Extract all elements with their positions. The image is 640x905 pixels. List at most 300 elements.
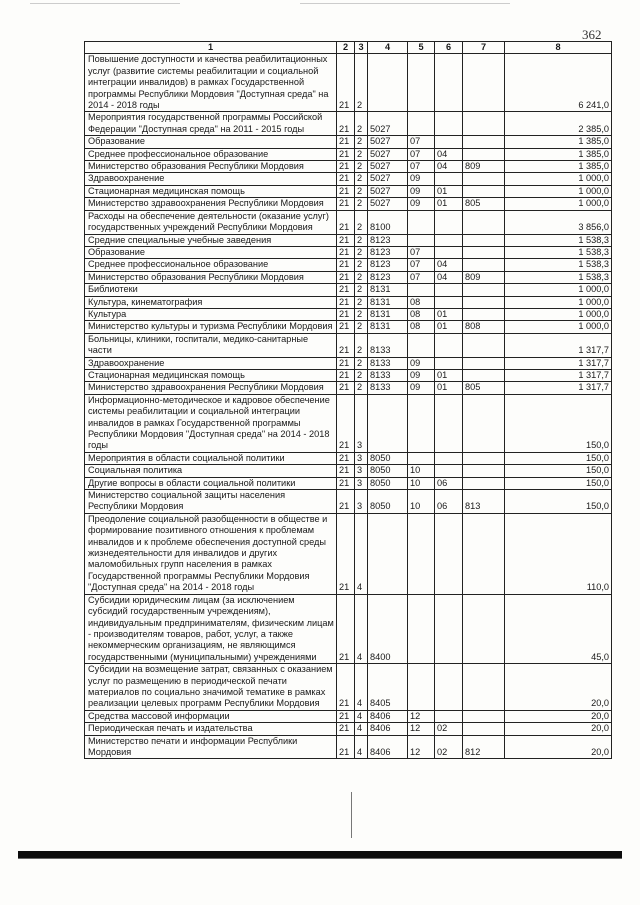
row-name-cell: Субсидии на возмещение затрат, связанных с оказанием услуг по размещению в периодической печати материалов по социально значимой тематике в рамках реализации целевых программ Республики Мордовия xyxy=(85,664,337,711)
row-subcode-cell: 3 xyxy=(355,394,368,452)
row-subsection-cell: 01 xyxy=(435,185,463,197)
row-amount-cell: 1 000,0 xyxy=(505,173,612,185)
table-row xyxy=(85,333,612,357)
row-ministry-cell: 805 xyxy=(463,382,505,394)
table-row xyxy=(85,271,612,283)
row-amount-cell: 1 000,0 xyxy=(505,198,612,210)
row-target-cell: 8131 xyxy=(368,296,408,308)
row-name-cell: Министерство здравоохранения Республики Мордовия xyxy=(85,382,337,394)
row-target-cell: 5027 xyxy=(368,112,408,136)
table-row xyxy=(85,198,612,210)
row-subcode-cell: 2 xyxy=(355,308,368,320)
row-subcode-cell: 2 xyxy=(355,357,368,369)
row-name-cell: Больницы, клиники, госпитали, медико-санитарные части xyxy=(85,333,337,357)
row-subsection-cell xyxy=(435,284,463,296)
row-amount-cell: 1 000,0 xyxy=(505,308,612,320)
row-code-cell: 21 xyxy=(337,296,355,308)
row-code-cell: 21 xyxy=(337,308,355,320)
row-section-cell: 09 xyxy=(408,173,435,185)
table-header-row xyxy=(85,42,612,54)
table-row xyxy=(85,161,612,173)
row-subcode-cell: 3 xyxy=(355,490,368,514)
row-amount-cell: 150,0 xyxy=(505,465,612,477)
row-ministry-cell xyxy=(463,452,505,464)
row-code-cell: 21 xyxy=(337,735,355,759)
row-subcode-cell: 2 xyxy=(355,333,368,357)
row-code-cell: 21 xyxy=(337,394,355,452)
row-target-cell: 8123 xyxy=(368,234,408,246)
row-amount-cell: 150,0 xyxy=(505,477,612,489)
row-section-cell: 09 xyxy=(408,185,435,197)
row-subcode-cell: 2 xyxy=(355,112,368,136)
table-row xyxy=(85,452,612,464)
row-code-cell: 21 xyxy=(337,465,355,477)
row-amount-cell: 6 241,0 xyxy=(505,54,612,112)
row-name-cell: Культура xyxy=(85,308,337,320)
table-row xyxy=(85,112,612,136)
row-section-cell xyxy=(408,333,435,357)
row-subcode-cell: 2 xyxy=(355,259,368,271)
table-row xyxy=(85,594,612,663)
row-section-cell: 07 xyxy=(408,259,435,271)
row-ministry-cell xyxy=(463,594,505,663)
row-target-cell: 8123 xyxy=(368,271,408,283)
row-name-cell: Здравоохранение xyxy=(85,357,337,369)
row-subsection-cell: 01 xyxy=(435,382,463,394)
row-target-cell: 8133 xyxy=(368,382,408,394)
row-ministry-cell: 812 xyxy=(463,735,505,759)
row-amount-cell: 110,0 xyxy=(505,513,612,594)
scan-bottom-edge-thin xyxy=(18,858,622,859)
row-code-cell: 21 xyxy=(337,513,355,594)
row-ministry-cell xyxy=(463,148,505,160)
row-amount-cell: 1 317,7 xyxy=(505,333,612,357)
row-subcode-cell: 2 xyxy=(355,246,368,258)
table-row xyxy=(85,710,612,722)
table-row xyxy=(85,234,612,246)
row-ministry-cell xyxy=(463,284,505,296)
row-target-cell: 5027 xyxy=(368,148,408,160)
row-subcode-cell: 3 xyxy=(355,452,368,464)
row-target-cell: 8133 xyxy=(368,333,408,357)
row-amount-cell: 20,0 xyxy=(505,710,612,722)
row-subcode-cell: 3 xyxy=(355,465,368,477)
table-row xyxy=(85,296,612,308)
row-section-cell: 07 xyxy=(408,148,435,160)
row-ministry-cell: 809 xyxy=(463,161,505,173)
row-subcode-cell: 4 xyxy=(355,594,368,663)
row-subcode-cell: 4 xyxy=(355,723,368,735)
row-name-cell: Библиотеки xyxy=(85,284,337,296)
row-subsection-cell xyxy=(435,710,463,722)
row-ministry-cell: 805 xyxy=(463,198,505,210)
row-ministry-cell xyxy=(463,357,505,369)
row-name-cell: Расходы на обеспечение деятельности (оказание услуг) государственных учреждений Республики Мордовия xyxy=(85,210,337,234)
row-subcode-cell: 4 xyxy=(355,710,368,722)
row-subcode-cell: 2 xyxy=(355,234,368,246)
row-target-cell: 8050 xyxy=(368,452,408,464)
column-header: 6 xyxy=(435,42,463,54)
row-code-cell: 21 xyxy=(337,664,355,711)
row-name-cell: Средние специальные учебные заведения xyxy=(85,234,337,246)
row-name-cell: Информационно-методическое и кадровое обеспечение системы реабилитации и социальной интеграции инвалидов в рамках Государственной программы Республики Мордовия "Доступная среда" на 2014 - 2018 годы xyxy=(85,394,337,452)
row-ministry-cell xyxy=(463,333,505,357)
row-subsection-cell xyxy=(435,333,463,357)
row-subcode-cell: 2 xyxy=(355,173,368,185)
row-code-cell: 21 xyxy=(337,54,355,112)
row-code-cell: 21 xyxy=(337,198,355,210)
row-target-cell: 8133 xyxy=(368,369,408,381)
table-row xyxy=(85,382,612,394)
row-subsection-cell xyxy=(435,394,463,452)
table-row xyxy=(85,148,612,160)
row-section-cell: 12 xyxy=(408,710,435,722)
row-subsection-cell xyxy=(435,664,463,711)
row-subcode-cell: 2 xyxy=(355,185,368,197)
row-subsection-cell: 01 xyxy=(435,308,463,320)
table-row xyxy=(85,357,612,369)
row-ministry-cell xyxy=(463,308,505,320)
row-name-cell: Средства массовой информации xyxy=(85,710,337,722)
row-target-cell: 8100 xyxy=(368,210,408,234)
row-section-cell: 10 xyxy=(408,477,435,489)
table-row xyxy=(85,259,612,271)
row-target-cell: 8405 xyxy=(368,664,408,711)
row-amount-cell: 1 000,0 xyxy=(505,321,612,333)
table-row xyxy=(85,308,612,320)
row-subcode-cell: 3 xyxy=(355,477,368,489)
row-target-cell: 8400 xyxy=(368,594,408,663)
scan-edge-top-left xyxy=(30,3,180,4)
row-ministry-cell xyxy=(463,723,505,735)
row-ministry-cell xyxy=(463,369,505,381)
row-target-cell: 8050 xyxy=(368,490,408,514)
row-target-cell xyxy=(368,54,408,112)
row-subsection-cell xyxy=(435,465,463,477)
column-header: 5 xyxy=(408,42,435,54)
row-target-cell: 5027 xyxy=(368,185,408,197)
row-subcode-cell: 4 xyxy=(355,735,368,759)
row-section-cell: 09 xyxy=(408,369,435,381)
row-subcode-cell: 2 xyxy=(355,54,368,112)
row-section-cell xyxy=(408,452,435,464)
table-row xyxy=(85,490,612,514)
row-name-cell: Министерство социальной защиты населения Республики Мордовия xyxy=(85,490,337,514)
row-code-cell: 21 xyxy=(337,321,355,333)
row-target-cell: 8131 xyxy=(368,321,408,333)
row-amount-cell: 20,0 xyxy=(505,735,612,759)
row-section-cell: 07 xyxy=(408,161,435,173)
row-target-cell: 5027 xyxy=(368,198,408,210)
row-amount-cell: 150,0 xyxy=(505,490,612,514)
row-subsection-cell: 04 xyxy=(435,259,463,271)
row-ministry-cell xyxy=(463,664,505,711)
row-section-cell: 07 xyxy=(408,271,435,283)
row-section-cell xyxy=(408,284,435,296)
row-amount-cell: 20,0 xyxy=(505,723,612,735)
row-section-cell xyxy=(408,234,435,246)
row-name-cell: Министерство образования Республики Мордовия xyxy=(85,271,337,283)
row-name-cell: Мероприятия государственной программы Российской Федерации "Доступная среда" на 2011 - 2015 годы xyxy=(85,112,337,136)
row-amount-cell: 1 538,3 xyxy=(505,259,612,271)
row-section-cell: 12 xyxy=(408,723,435,735)
row-target-cell xyxy=(368,513,408,594)
row-subcode-cell: 4 xyxy=(355,513,368,594)
row-subsection-cell xyxy=(435,54,463,112)
table-row xyxy=(85,477,612,489)
row-target-cell: 5027 xyxy=(368,136,408,148)
row-code-cell: 21 xyxy=(337,333,355,357)
row-amount-cell: 1 538,3 xyxy=(505,246,612,258)
row-section-cell: 09 xyxy=(408,198,435,210)
column-header: 7 xyxy=(463,42,505,54)
row-code-cell: 21 xyxy=(337,369,355,381)
row-target-cell: 8406 xyxy=(368,735,408,759)
row-subsection-cell xyxy=(435,210,463,234)
row-ministry-cell xyxy=(463,185,505,197)
row-name-cell: Стационарная медицинская помощь xyxy=(85,369,337,381)
row-section-cell xyxy=(408,394,435,452)
row-code-cell: 21 xyxy=(337,148,355,160)
row-subsection-cell xyxy=(435,513,463,594)
row-ministry-cell xyxy=(463,513,505,594)
column-header: 2 xyxy=(337,42,355,54)
row-code-cell: 21 xyxy=(337,112,355,136)
row-subcode-cell: 2 xyxy=(355,198,368,210)
row-section-cell xyxy=(408,54,435,112)
page-number: 362 xyxy=(582,27,602,42)
row-amount-cell: 3 856,0 xyxy=(505,210,612,234)
row-subsection-cell: 01 xyxy=(435,321,463,333)
row-ministry-cell xyxy=(463,112,505,136)
table-row xyxy=(85,465,612,477)
row-subsection-cell: 01 xyxy=(435,198,463,210)
row-name-cell: Повышение доступности и качества реабилитационных услуг (развитие системы реабилитации и социальной интеграции инвалидов) в рамках Государственной программы Республики Мордовия "Доступная среда" на 2014 - 2018 годы xyxy=(85,54,337,112)
row-code-cell: 21 xyxy=(337,477,355,489)
row-code-cell: 21 xyxy=(337,357,355,369)
row-name-cell: Другие вопросы в области социальной политики xyxy=(85,477,337,489)
column-header: 3 xyxy=(355,42,368,54)
row-section-cell xyxy=(408,594,435,663)
row-name-cell: Министерство культуры и туризма Республики Мордовия xyxy=(85,321,337,333)
row-ministry-cell xyxy=(463,477,505,489)
row-code-cell: 21 xyxy=(337,246,355,258)
row-name-cell: Культура, кинематография xyxy=(85,296,337,308)
row-ministry-cell xyxy=(463,710,505,722)
row-name-cell: Министерство печати и информации Республики Мордовия xyxy=(85,735,337,759)
row-section-cell: 09 xyxy=(408,382,435,394)
row-subsection-cell: 02 xyxy=(435,735,463,759)
row-subsection-cell: 06 xyxy=(435,490,463,514)
row-amount-cell: 1 000,0 xyxy=(505,284,612,296)
row-subsection-cell: 04 xyxy=(435,148,463,160)
row-subsection-cell: 04 xyxy=(435,271,463,283)
row-subsection-cell xyxy=(435,234,463,246)
row-code-cell: 21 xyxy=(337,173,355,185)
row-amount-cell: 1 538,3 xyxy=(505,271,612,283)
row-name-cell: Мероприятия в области социальной политики xyxy=(85,452,337,464)
row-subsection-cell xyxy=(435,296,463,308)
row-ministry-cell xyxy=(463,296,505,308)
row-target-cell: 8133 xyxy=(368,357,408,369)
table-row xyxy=(85,369,612,381)
table-row xyxy=(85,246,612,258)
row-amount-cell: 1 538,3 xyxy=(505,234,612,246)
row-amount-cell: 1 317,7 xyxy=(505,369,612,381)
table-row xyxy=(85,723,612,735)
row-section-cell: 07 xyxy=(408,246,435,258)
row-ministry-cell xyxy=(463,173,505,185)
row-ministry-cell: 813 xyxy=(463,490,505,514)
row-subcode-cell: 2 xyxy=(355,296,368,308)
row-amount-cell: 20,0 xyxy=(505,664,612,711)
row-section-cell: 08 xyxy=(408,308,435,320)
row-ministry-cell xyxy=(463,246,505,258)
row-code-cell: 21 xyxy=(337,490,355,514)
row-subcode-cell: 2 xyxy=(355,321,368,333)
row-subcode-cell: 2 xyxy=(355,210,368,234)
row-ministry-cell xyxy=(463,210,505,234)
row-section-cell: 09 xyxy=(408,357,435,369)
row-amount-cell: 1 385,0 xyxy=(505,161,612,173)
row-code-cell: 21 xyxy=(337,723,355,735)
row-name-cell: Стационарная медицинская помощь xyxy=(85,185,337,197)
row-target-cell: 8131 xyxy=(368,284,408,296)
row-section-cell: 10 xyxy=(408,465,435,477)
row-subcode-cell: 2 xyxy=(355,382,368,394)
row-subcode-cell: 2 xyxy=(355,148,368,160)
table-row xyxy=(85,173,612,185)
row-section-cell xyxy=(408,112,435,136)
row-name-cell: Преодоление социальной разобщенности в обществе и формирование позитивного отношения к проблемам инвалидов и к проблеме обеспечения доступной среды жизнедеятельности для инвалидов и других маломобильных групп населения в рамках Государственной программы Республики Мордовия "Доступная среда" на 2014 - 2018 годы xyxy=(85,513,337,594)
table-row xyxy=(85,513,612,594)
row-name-cell: Образование xyxy=(85,136,337,148)
scan-bottom-edge xyxy=(18,851,622,858)
row-code-cell: 21 xyxy=(337,271,355,283)
row-ministry-cell xyxy=(463,259,505,271)
row-subsection-cell: 06 xyxy=(435,477,463,489)
table-row xyxy=(85,735,612,759)
table-body xyxy=(85,54,612,759)
budget-table xyxy=(84,41,612,759)
row-code-cell: 21 xyxy=(337,259,355,271)
row-subcode-cell: 2 xyxy=(355,271,368,283)
row-subsection-cell xyxy=(435,357,463,369)
row-code-cell: 21 xyxy=(337,210,355,234)
row-ministry-cell xyxy=(463,465,505,477)
row-amount-cell: 1 385,0 xyxy=(505,136,612,148)
row-name-cell: Министерство образования Республики Мордовия xyxy=(85,161,337,173)
row-subsection-cell: 04 xyxy=(435,161,463,173)
row-name-cell: Министерство здравоохранения Республики Мордовия xyxy=(85,198,337,210)
row-name-cell: Среднее профессиональное образование xyxy=(85,148,337,160)
scan-edge-top-right xyxy=(300,3,510,4)
row-target-cell: 8406 xyxy=(368,710,408,722)
row-code-cell: 21 xyxy=(337,234,355,246)
row-ministry-cell xyxy=(463,234,505,246)
row-amount-cell: 1 317,7 xyxy=(505,382,612,394)
row-code-cell: 21 xyxy=(337,710,355,722)
row-amount-cell: 1 000,0 xyxy=(505,185,612,197)
row-section-cell xyxy=(408,513,435,594)
row-section-cell xyxy=(408,664,435,711)
table-row xyxy=(85,284,612,296)
row-subsection-cell: 01 xyxy=(435,369,463,381)
row-section-cell: 08 xyxy=(408,321,435,333)
row-section-cell: 07 xyxy=(408,136,435,148)
row-name-cell: Здравоохранение xyxy=(85,173,337,185)
row-code-cell: 21 xyxy=(337,136,355,148)
row-name-cell: Периодическая печать и издательства xyxy=(85,723,337,735)
scan-artifact-line xyxy=(351,792,352,838)
row-section-cell: 08 xyxy=(408,296,435,308)
row-amount-cell: 1 317,7 xyxy=(505,357,612,369)
row-subsection-cell xyxy=(435,594,463,663)
row-subsection-cell xyxy=(435,112,463,136)
row-section-cell: 12 xyxy=(408,735,435,759)
row-ministry-cell xyxy=(463,394,505,452)
row-name-cell: Субсидии юридическим лицам (за исключением субсидий государственным учреждениям), индивидуальным предпринимателям, физическим лицам - производителям товаров, работ, услуг, а также некоммерческим организациям, не являющимся государственными (муниципальными) учреждениями xyxy=(85,594,337,663)
row-subsection-cell xyxy=(435,173,463,185)
table-row xyxy=(85,54,612,112)
row-code-cell: 21 xyxy=(337,594,355,663)
row-subcode-cell: 2 xyxy=(355,136,368,148)
row-amount-cell: 150,0 xyxy=(505,452,612,464)
row-target-cell: 8123 xyxy=(368,259,408,271)
row-target-cell: 8050 xyxy=(368,477,408,489)
table-row xyxy=(85,185,612,197)
row-target-cell: 5027 xyxy=(368,173,408,185)
row-subcode-cell: 4 xyxy=(355,664,368,711)
row-amount-cell: 1 000,0 xyxy=(505,296,612,308)
column-header: 1 xyxy=(85,42,337,54)
row-name-cell: Образование xyxy=(85,246,337,258)
table-row xyxy=(85,394,612,452)
row-target-cell: 5027 xyxy=(368,161,408,173)
row-section-cell xyxy=(408,210,435,234)
row-subsection-cell: 02 xyxy=(435,723,463,735)
row-amount-cell: 45,0 xyxy=(505,594,612,663)
row-code-cell: 21 xyxy=(337,185,355,197)
row-subcode-cell: 2 xyxy=(355,161,368,173)
row-target-cell: 8050 xyxy=(368,465,408,477)
row-code-cell: 21 xyxy=(337,452,355,464)
row-ministry-cell xyxy=(463,54,505,112)
table-row xyxy=(85,136,612,148)
column-header: 8 xyxy=(505,42,612,54)
row-target-cell: 8406 xyxy=(368,723,408,735)
row-code-cell: 21 xyxy=(337,161,355,173)
row-code-cell: 21 xyxy=(337,284,355,296)
column-header: 4 xyxy=(368,42,408,54)
row-name-cell: Среднее профессиональное образование xyxy=(85,259,337,271)
row-subsection-cell xyxy=(435,452,463,464)
row-amount-cell: 1 385,0 xyxy=(505,148,612,160)
row-code-cell: 21 xyxy=(337,382,355,394)
row-amount-cell: 150,0 xyxy=(505,394,612,452)
row-section-cell: 10 xyxy=(408,490,435,514)
row-target-cell: 8123 xyxy=(368,246,408,258)
row-amount-cell: 2 385,0 xyxy=(505,112,612,136)
row-subsection-cell xyxy=(435,246,463,258)
table-row xyxy=(85,321,612,333)
row-ministry-cell: 809 xyxy=(463,271,505,283)
row-target-cell xyxy=(368,394,408,452)
table-row xyxy=(85,210,612,234)
row-ministry-cell: 808 xyxy=(463,321,505,333)
row-subcode-cell: 2 xyxy=(355,369,368,381)
table-row xyxy=(85,664,612,711)
